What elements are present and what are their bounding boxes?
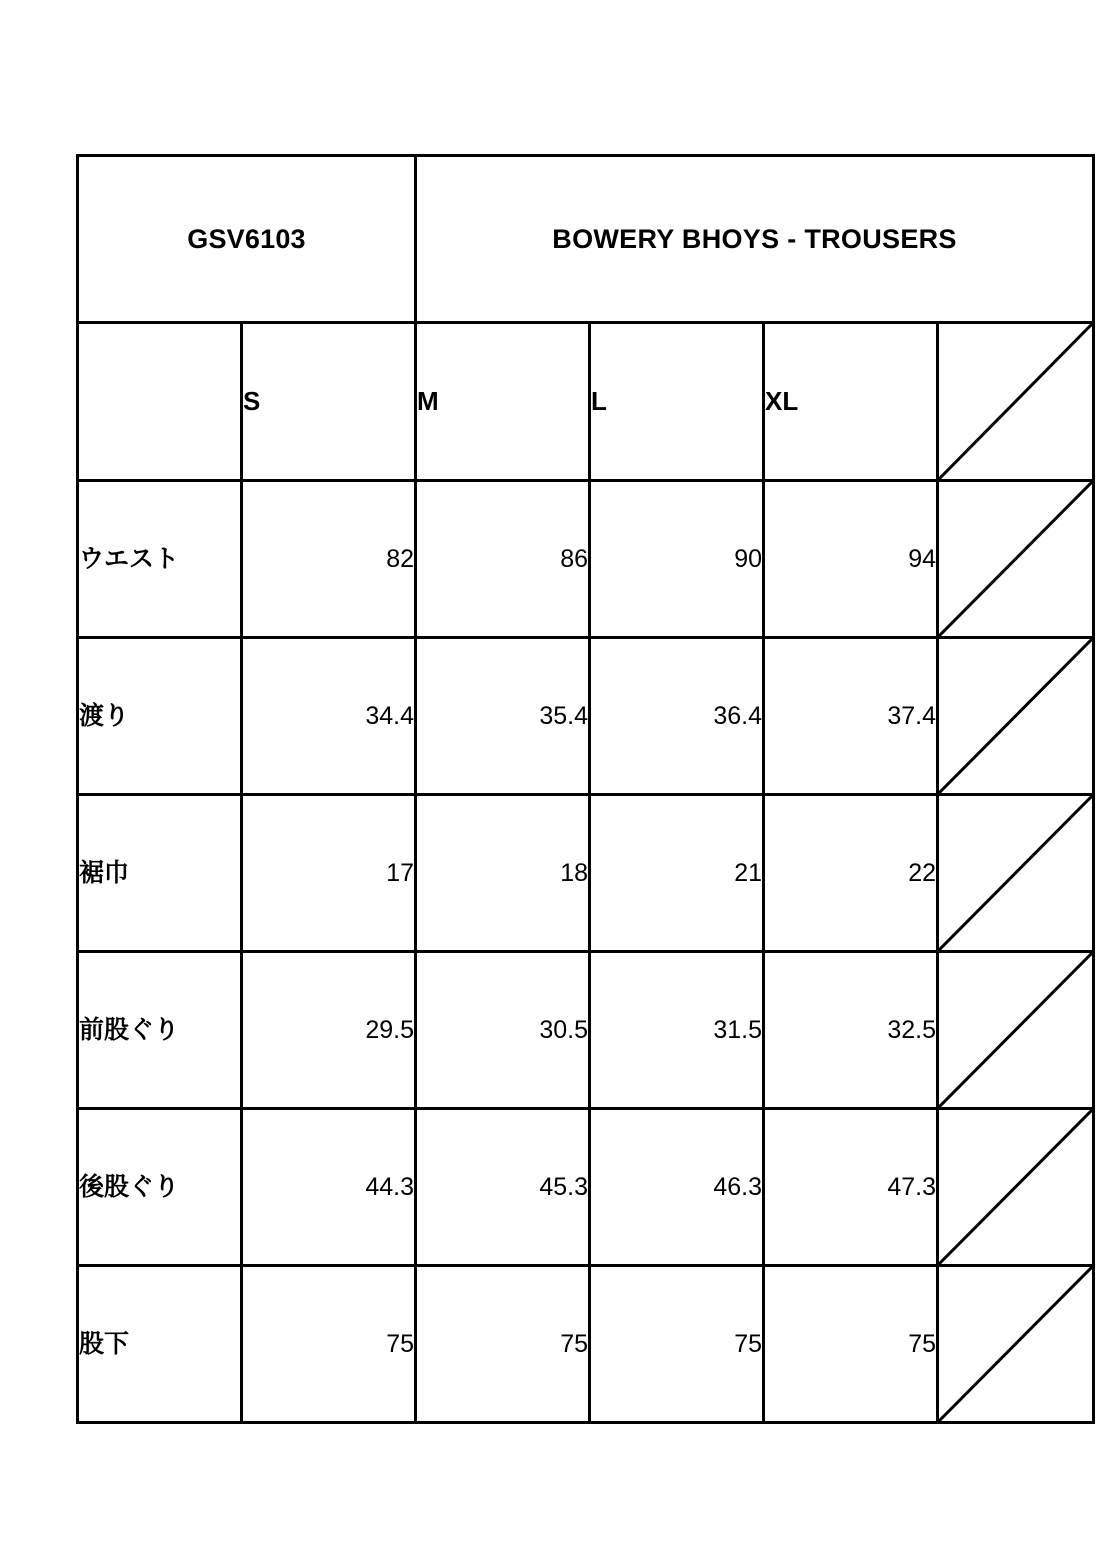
product-code: GSV6103 — [78, 156, 416, 323]
blank-diagonal-cell — [938, 795, 1094, 952]
cell-thigh-xl: 37.4 — [764, 638, 938, 795]
row-label-front-rise: 前股ぐり — [78, 952, 242, 1109]
row-label-inseam: 股下 — [78, 1266, 242, 1423]
cell-front-rise-xl: 32.5 — [764, 952, 938, 1109]
blank-diagonal-cell — [938, 323, 1094, 481]
cell-inseam-l: 75 — [590, 1266, 764, 1423]
corner-cell — [78, 323, 242, 481]
size-header-xl: XL — [764, 323, 938, 481]
cell-thigh-m: 35.4 — [416, 638, 590, 795]
cell-back-rise-s: 44.3 — [242, 1109, 416, 1266]
cell-front-rise-m: 30.5 — [416, 952, 590, 1109]
table-row — [78, 1109, 1094, 1266]
row-label-waist: ウエスト — [78, 481, 242, 638]
blank-diagonal-cell — [938, 481, 1094, 638]
cell-inseam-xl: 75 — [764, 1266, 938, 1423]
cell-thigh-l: 36.4 — [590, 638, 764, 795]
row-label-thigh: 渡り — [78, 638, 242, 795]
table-row — [78, 638, 1094, 795]
blank-diagonal-cell — [938, 1266, 1094, 1423]
cell-inseam-m: 75 — [416, 1266, 590, 1423]
row-label-hem: 裾巾 — [78, 795, 242, 952]
header-row — [78, 156, 1094, 323]
table-row — [78, 952, 1094, 1109]
table-row — [78, 481, 1094, 638]
cell-hem-l: 21 — [590, 795, 764, 952]
size-chart-table — [76, 154, 1095, 1424]
table-row — [78, 795, 1094, 952]
cell-thigh-s: 34.4 — [242, 638, 416, 795]
blank-diagonal-cell — [938, 1109, 1094, 1266]
cell-waist-s: 82 — [242, 481, 416, 638]
cell-waist-l: 90 — [590, 481, 764, 638]
cell-inseam-s: 75 — [242, 1266, 416, 1423]
blank-diagonal-cell — [938, 638, 1094, 795]
table-row — [78, 1266, 1094, 1423]
row-label-back-rise: 後股ぐり — [78, 1109, 242, 1266]
size-header-l: L — [590, 323, 764, 481]
size-header-s: S — [242, 323, 416, 481]
cell-hem-xl: 22 — [764, 795, 938, 952]
size-chart-sheet — [76, 154, 1024, 1398]
size-header-row — [78, 323, 1094, 481]
cell-waist-m: 86 — [416, 481, 590, 638]
cell-waist-xl: 94 — [764, 481, 938, 638]
size-header-m: M — [416, 323, 590, 481]
cell-back-rise-m: 45.3 — [416, 1109, 590, 1266]
cell-front-rise-s: 29.5 — [242, 952, 416, 1109]
cell-hem-s: 17 — [242, 795, 416, 952]
cell-back-rise-xl: 47.3 — [764, 1109, 938, 1266]
cell-hem-m: 18 — [416, 795, 590, 952]
blank-diagonal-cell — [938, 952, 1094, 1109]
cell-back-rise-l: 46.3 — [590, 1109, 764, 1266]
cell-front-rise-l: 31.5 — [590, 952, 764, 1109]
product-title: BOWERY BHOYS - TROUSERS — [416, 156, 1094, 323]
